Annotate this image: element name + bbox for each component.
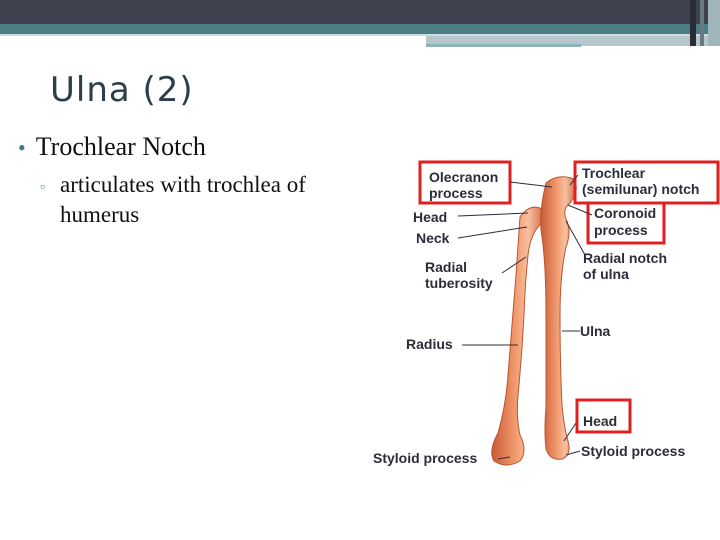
label-radial-notch-line2: of ulna: [583, 266, 629, 282]
bullet-level1: [18, 132, 206, 162]
slide-title: Ulna (2): [50, 70, 194, 110]
label-olecranon-line2: process: [429, 185, 483, 201]
radius-bone: [492, 207, 545, 465]
header-corner-decoration: [690, 0, 720, 46]
slide-header-accent: [0, 24, 720, 34]
label-head-radius: Head: [413, 209, 448, 225]
slide-header-light-strip-2: [426, 44, 581, 47]
ulna-bone: [541, 177, 577, 460]
slide-header-bar: [0, 0, 720, 24]
label-radial-tuberosity-line2: tuberosity: [425, 275, 493, 291]
bullet-text: Trochlear Notch: [35, 132, 206, 161]
forearm-bones-diagram: [370, 155, 720, 475]
label-styloid-ulna: Styloid process: [581, 443, 686, 459]
round-bullet-icon: •: [18, 135, 26, 160]
label-trochlear-line1: Trochlear: [582, 165, 646, 181]
label-ulna: Ulna: [580, 323, 611, 339]
sub-bullet-text: articulates with trochlea of humerus: [60, 172, 306, 227]
label-neck: Neck: [416, 230, 450, 246]
label-styloid-radius: Styloid process: [373, 450, 478, 466]
label-head-ulna: Head: [583, 413, 618, 429]
square-bullet-icon: ▫: [40, 180, 45, 195]
label-olecranon-line1: Olecranon: [429, 169, 499, 185]
label-radius: Radius: [406, 336, 453, 352]
label-radial-tuberosity-line1: Radial: [425, 259, 468, 275]
label-coronoid-line1: Coronoid: [594, 205, 657, 221]
label-trochlear-line2: (semilunar) notch: [582, 181, 700, 197]
label-coronoid-line2: process: [594, 222, 648, 238]
label-radial-notch-line1: Radial notch: [583, 250, 668, 266]
bullet-level2: [40, 170, 350, 230]
